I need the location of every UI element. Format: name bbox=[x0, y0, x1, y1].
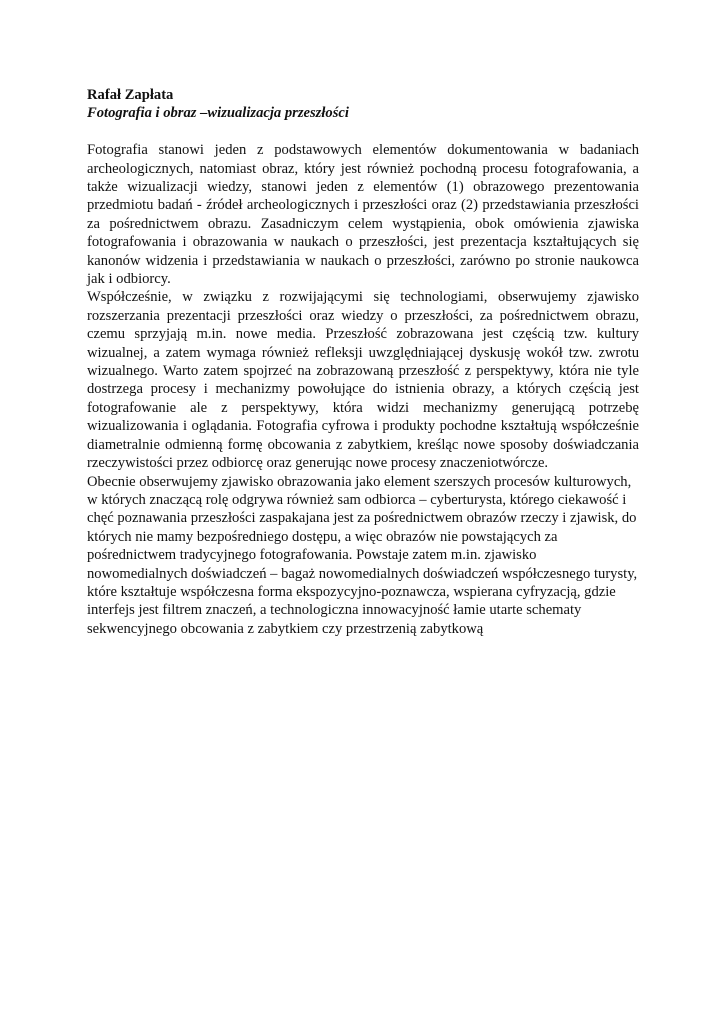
paragraph-2: Współcześnie, w związku z rozwijającymi się technologiami, obserwujemy zjawisko rozszerzania prezentacji przeszłości oraz wiedzy o przeszłości, za pośrednictwem obrazu, czemu sprzyjają m.in. nowe media. Przeszłość zobrazowana jest częścią tzw. kultury wizualnej, a zatem wymaga również refleksji uwzględniającej dyskusję wokół tzw. zwrotu wizualnego. Warto zatem spojrzeć na zobrazowaną przeszłość z perspektywy, która nie tyle dostrzega procesy i mechanizmy powołujące do istnienia obrazy, a których częścią jest fotografowanie ale z perspektywy, która widzi mechanizmy generującą potrzebę wizualizowania i oglądania. Fotografia cyfrowa i produkty pochodne kształtują współcześnie diametralnie odmienną formę obcowania z zabytkiem, kreśląc nowe sposoby doświadczania rzeczywistości przez odbiorcę oraz generując nowe procesy znaczeniotwórcze. bbox=[87, 289, 639, 472]
author-name: Rafał Zapłata bbox=[87, 87, 174, 103]
paragraph-3: Obecnie obserwujemy zjawisko obrazowania jako element szerszych procesów kulturowych, w których znaczącą rolę odgrywa również sam odbiorca – cyberturysta, którego ciekawość i chęć poznawania przeszłości zaspakajana jest za pośrednictwem obrazów rzeczy i zjawisk, do których nie mamy bezpośredniego dostępu, a więc obrazów nie powstających za pośrednictwem tradycyjnego fotografowania. Powstaje zatem m.in. zjawisko nowomedialnych doświadczeń – bagaż nowomedialnych doświadczeń współczesnego turysty, które kształtuje współczesna forma ekspozycyjno-poznawcza, wspierana cyfryzacją, gdzie interfejs jest filtrem znaczeń, a technologiczna innowacyjność łamie utarte schematy sekwencyjnego obcowania z zabytkiem czy przestrzenią zabytkową bbox=[87, 473, 638, 637]
paragraph-1: Fotografia stanowi jeden z podstawowych elementów dokumentowania w badaniach archeologicznych, natomiast obraz, który jest również pochodną procesu fotografowania, a także wizualizacji wiedzy, stanowi jeden z elementów (1) obrazowego prezentowania przedmiotu badań - źródeł archeologicznych i przeszłości oraz (2) przedstawiania przeszłości za pośrednictwem obrazu. Zasadniczym celem wystąpienia, obok omówienia zjawiska fotografowania i obrazowania w naukach o przeszłości, jest prezentacja kształtujących się kanonów widzenia i przedstawiania w naukach o przeszłości, zarówno po stronie naukowca jak i odbiorcy. bbox=[87, 142, 639, 288]
document-body bbox=[87, 86, 639, 638]
document-title: Fotografia i obraz –wizualizacja przeszłości bbox=[87, 105, 349, 122]
